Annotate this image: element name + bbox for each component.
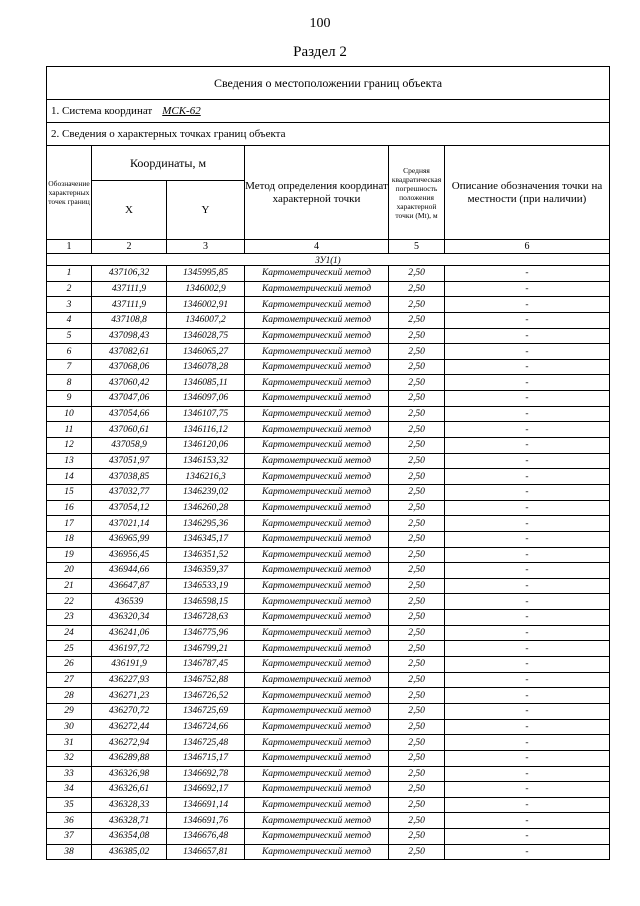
point-id-cell: 14	[47, 469, 92, 485]
table-row	[47, 782, 610, 798]
accuracy-cell: 2,50	[389, 375, 445, 391]
description-cell: -	[445, 297, 610, 313]
header-method: Метод определения координат характерной точки	[245, 146, 389, 240]
description-cell: -	[445, 625, 610, 641]
method-cell: Картометрический метод	[245, 703, 389, 719]
coord-y-cell: 1346295,36	[167, 516, 245, 532]
table-caption: Сведения о местоположении границ объекта	[47, 67, 610, 100]
table-row	[47, 594, 610, 610]
coord-x-cell: 437021,14	[92, 516, 167, 532]
coord-x-cell: 436227,93	[92, 672, 167, 688]
column-number: 5	[389, 240, 445, 254]
coord-x-cell: 436326,61	[92, 782, 167, 798]
method-cell: Картометрический метод	[245, 500, 389, 516]
accuracy-cell: 2,50	[389, 500, 445, 516]
accuracy-cell: 2,50	[389, 266, 445, 282]
description-cell: -	[445, 281, 610, 297]
method-cell: Картометрический метод	[245, 766, 389, 782]
coord-x-cell: 437082,61	[92, 344, 167, 360]
method-cell: Картометрический метод	[245, 453, 389, 469]
description-cell: -	[445, 688, 610, 704]
accuracy-cell: 2,50	[389, 719, 445, 735]
description-cell: -	[445, 735, 610, 751]
accuracy-cell: 2,50	[389, 516, 445, 532]
boundary-points-table	[46, 66, 610, 860]
description-cell: -	[445, 469, 610, 485]
accuracy-cell: 2,50	[389, 813, 445, 829]
table-row	[47, 578, 610, 594]
coord-x-cell: 437060,61	[92, 422, 167, 438]
table-row	[47, 453, 610, 469]
accuracy-cell: 2,50	[389, 453, 445, 469]
coord-x-cell: 436354,08	[92, 829, 167, 845]
method-cell: Картометрический метод	[245, 844, 389, 860]
table-row	[47, 688, 610, 704]
coord-x-cell: 437106,32	[92, 266, 167, 282]
table-row	[47, 703, 610, 719]
accuracy-cell: 2,50	[389, 672, 445, 688]
description-cell: -	[445, 438, 610, 454]
description-cell: -	[445, 844, 610, 860]
points-section-label: 2. Сведения о характерных точках границ объекта	[47, 123, 610, 146]
accuracy-cell: 2,50	[389, 469, 445, 485]
table-row	[47, 641, 610, 657]
coord-y-cell: 1346691,76	[167, 813, 245, 829]
accuracy-cell: 2,50	[389, 281, 445, 297]
coord-y-cell: 1346107,75	[167, 406, 245, 422]
description-cell: -	[445, 703, 610, 719]
coord-x-cell: 436271,23	[92, 688, 167, 704]
accuracy-cell: 2,50	[389, 829, 445, 845]
description-cell: -	[445, 750, 610, 766]
method-cell: Картометрический метод	[245, 266, 389, 282]
coord-x-cell: 437111,9	[92, 281, 167, 297]
point-id-cell: 36	[47, 813, 92, 829]
table-row	[47, 547, 610, 563]
table-row	[47, 500, 610, 516]
point-id-cell: 12	[47, 438, 92, 454]
accuracy-cell: 2,50	[389, 844, 445, 860]
coord-x-cell: 437054,66	[92, 406, 167, 422]
point-id-cell: 34	[47, 782, 92, 798]
coord-y-cell: 1346775,96	[167, 625, 245, 641]
table-row	[47, 750, 610, 766]
accuracy-cell: 2,50	[389, 688, 445, 704]
description-cell: -	[445, 782, 610, 798]
column-number: 1	[47, 240, 92, 254]
table-row	[47, 406, 610, 422]
table-row	[47, 469, 610, 485]
point-id-cell: 24	[47, 625, 92, 641]
point-id-cell: 11	[47, 422, 92, 438]
accuracy-cell: 2,50	[389, 297, 445, 313]
description-cell: -	[445, 672, 610, 688]
accuracy-cell: 2,50	[389, 406, 445, 422]
method-cell: Картометрический метод	[245, 641, 389, 657]
column-number: 3	[167, 240, 245, 254]
method-cell: Картометрический метод	[245, 750, 389, 766]
coord-y-cell: 1346097,06	[167, 391, 245, 407]
description-cell: -	[445, 344, 610, 360]
table-row	[47, 266, 610, 282]
points-body	[47, 266, 610, 860]
point-id-cell: 27	[47, 672, 92, 688]
description-cell: -	[445, 359, 610, 375]
coord-x-cell: 436241,06	[92, 625, 167, 641]
coord-x-cell: 436197,72	[92, 641, 167, 657]
coord-y-cell: 1346787,45	[167, 657, 245, 673]
coord-x-cell: 436965,99	[92, 531, 167, 547]
description-cell: -	[445, 391, 610, 407]
page-number: 100	[309, 16, 331, 31]
description-cell: -	[445, 484, 610, 500]
column-number: 6	[445, 240, 610, 254]
coord-y-cell: 1346002,91	[167, 297, 245, 313]
coord-y-cell: 1346239,02	[167, 484, 245, 500]
table-row	[47, 844, 610, 860]
accuracy-cell: 2,50	[389, 594, 445, 610]
coord-x-cell: 437111,9	[92, 297, 167, 313]
method-cell: Картометрический метод	[245, 422, 389, 438]
description-cell: -	[445, 594, 610, 610]
point-id-cell: 37	[47, 829, 92, 845]
coord-y-cell: 1346715,17	[167, 750, 245, 766]
coord-y-cell: 1346216,3	[167, 469, 245, 485]
coord-x-cell: 436326,98	[92, 766, 167, 782]
coord-x-cell: 437060,42	[92, 375, 167, 391]
method-cell: Картометрический метод	[245, 625, 389, 641]
parcel-label: ЗУ1(1)	[47, 254, 610, 266]
accuracy-cell: 2,50	[389, 438, 445, 454]
point-id-cell: 30	[47, 719, 92, 735]
accuracy-cell: 2,50	[389, 531, 445, 547]
method-cell: Картометрический метод	[245, 688, 389, 704]
coord-y-cell: 1346116,12	[167, 422, 245, 438]
coord-x-cell: 437038,85	[92, 469, 167, 485]
description-cell: -	[445, 813, 610, 829]
accuracy-cell: 2,50	[389, 578, 445, 594]
coord-y-cell: 1346351,52	[167, 547, 245, 563]
coord-y-cell: 1346598,15	[167, 594, 245, 610]
coord-y-cell: 1346002,9	[167, 281, 245, 297]
description-cell: -	[445, 500, 610, 516]
coord-y-cell: 1346728,63	[167, 610, 245, 626]
point-id-cell: 4	[47, 312, 92, 328]
coord-x-cell: 437051,97	[92, 453, 167, 469]
header-coordinates: Координаты, м	[92, 146, 245, 181]
column-number: 4	[245, 240, 389, 254]
accuracy-cell: 2,50	[389, 797, 445, 813]
point-id-cell: 1	[47, 266, 92, 282]
table-row	[47, 625, 610, 641]
method-cell: Картометрический метод	[245, 672, 389, 688]
coord-y-cell: 1345995,85	[167, 266, 245, 282]
coord-x-cell: 436270,72	[92, 703, 167, 719]
table-row	[47, 438, 610, 454]
column-numbers-row	[47, 240, 610, 254]
method-cell: Картометрический метод	[245, 406, 389, 422]
coord-x-cell: 436328,71	[92, 813, 167, 829]
coord-y-cell: 1346725,69	[167, 703, 245, 719]
point-id-cell: 31	[47, 735, 92, 751]
coord-x-cell: 436320,34	[92, 610, 167, 626]
point-id-cell: 10	[47, 406, 92, 422]
description-cell: -	[445, 406, 610, 422]
accuracy-cell: 2,50	[389, 547, 445, 563]
method-cell: Картометрический метод	[245, 813, 389, 829]
coordinate-system-value: МСК-62	[162, 105, 201, 117]
coord-y-cell: 1346799,21	[167, 641, 245, 657]
method-cell: Картометрический метод	[245, 438, 389, 454]
description-cell: -	[445, 328, 610, 344]
method-cell: Картометрический метод	[245, 547, 389, 563]
point-id-cell: 35	[47, 797, 92, 813]
coord-x-cell: 437068,06	[92, 359, 167, 375]
accuracy-cell: 2,50	[389, 703, 445, 719]
method-cell: Картометрический метод	[245, 735, 389, 751]
header-y: Y	[167, 181, 245, 240]
point-id-cell: 19	[47, 547, 92, 563]
accuracy-cell: 2,50	[389, 750, 445, 766]
method-cell: Картометрический метод	[245, 610, 389, 626]
coord-y-cell: 1346657,81	[167, 844, 245, 860]
point-id-cell: 8	[47, 375, 92, 391]
coord-y-cell: 1346085,11	[167, 375, 245, 391]
accuracy-cell: 2,50	[389, 766, 445, 782]
coord-y-cell: 1346007,2	[167, 312, 245, 328]
table-row	[47, 344, 610, 360]
point-id-cell: 3	[47, 297, 92, 313]
description-cell: -	[445, 610, 610, 626]
method-cell: Картометрический метод	[245, 328, 389, 344]
table-row	[47, 829, 610, 845]
point-id-cell: 29	[47, 703, 92, 719]
coord-x-cell: 436289,88	[92, 750, 167, 766]
table-row	[47, 297, 610, 313]
point-id-cell: 28	[47, 688, 92, 704]
table-row	[47, 359, 610, 375]
method-cell: Картометрический метод	[245, 719, 389, 735]
coord-y-cell: 1346359,37	[167, 563, 245, 579]
method-cell: Картометрический метод	[245, 375, 389, 391]
description-cell: -	[445, 547, 610, 563]
coord-y-cell: 1346692,17	[167, 782, 245, 798]
point-id-cell: 33	[47, 766, 92, 782]
coord-x-cell: 436956,45	[92, 547, 167, 563]
coord-x-cell: 437054,12	[92, 500, 167, 516]
coord-y-cell: 1346692,78	[167, 766, 245, 782]
accuracy-cell: 2,50	[389, 641, 445, 657]
point-id-cell: 20	[47, 563, 92, 579]
description-cell: -	[445, 797, 610, 813]
point-id-cell: 9	[47, 391, 92, 407]
accuracy-cell: 2,50	[389, 625, 445, 641]
point-id-cell: 17	[47, 516, 92, 532]
method-cell: Картометрический метод	[245, 594, 389, 610]
description-cell: -	[445, 312, 610, 328]
description-cell: -	[445, 829, 610, 845]
accuracy-cell: 2,50	[389, 610, 445, 626]
coord-y-cell: 1346345,17	[167, 531, 245, 547]
point-id-cell: 2	[47, 281, 92, 297]
header-x: X	[92, 181, 167, 240]
coord-x-cell: 436328,33	[92, 797, 167, 813]
coord-x-cell: 436385,02	[92, 844, 167, 860]
description-cell: -	[445, 563, 610, 579]
table-row	[47, 531, 610, 547]
description-cell: -	[445, 531, 610, 547]
accuracy-cell: 2,50	[389, 484, 445, 500]
header-description: Описание обозначения точки на местности (при наличии)	[445, 146, 610, 240]
method-cell: Картометрический метод	[245, 563, 389, 579]
method-cell: Картометрический метод	[245, 829, 389, 845]
accuracy-cell: 2,50	[389, 422, 445, 438]
point-id-cell: 32	[47, 750, 92, 766]
accuracy-cell: 2,50	[389, 391, 445, 407]
method-cell: Картометрический метод	[245, 797, 389, 813]
table-row	[47, 766, 610, 782]
point-id-cell: 21	[47, 578, 92, 594]
accuracy-cell: 2,50	[389, 359, 445, 375]
coord-x-cell: 436191,9	[92, 657, 167, 673]
coord-x-cell: 437108,8	[92, 312, 167, 328]
coord-y-cell: 1346120,06	[167, 438, 245, 454]
description-cell: -	[445, 766, 610, 782]
table-row	[47, 328, 610, 344]
method-cell: Картометрический метод	[245, 578, 389, 594]
column-number: 2	[92, 240, 167, 254]
coord-x-cell: 437058,9	[92, 438, 167, 454]
point-id-cell: 22	[47, 594, 92, 610]
table-row	[47, 516, 610, 532]
method-cell: Картометрический метод	[245, 782, 389, 798]
method-cell: Картометрический метод	[245, 359, 389, 375]
coord-y-cell: 1346724,66	[167, 719, 245, 735]
point-id-cell: 23	[47, 610, 92, 626]
description-cell: -	[445, 657, 610, 673]
table-row	[47, 281, 610, 297]
table-row	[47, 719, 610, 735]
coord-y-cell: 1346726,52	[167, 688, 245, 704]
point-id-cell: 18	[47, 531, 92, 547]
method-cell: Картометрический метод	[245, 657, 389, 673]
coord-x-cell: 436272,44	[92, 719, 167, 735]
coord-y-cell: 1346065,27	[167, 344, 245, 360]
description-cell: -	[445, 266, 610, 282]
point-id-cell: 7	[47, 359, 92, 375]
table-row	[47, 735, 610, 751]
method-cell: Картометрический метод	[245, 531, 389, 547]
description-cell: -	[445, 578, 610, 594]
coord-y-cell: 1346078,28	[167, 359, 245, 375]
coord-y-cell: 1346533,19	[167, 578, 245, 594]
table-row	[47, 422, 610, 438]
point-id-cell: 26	[47, 657, 92, 673]
point-id-cell: 5	[47, 328, 92, 344]
accuracy-cell: 2,50	[389, 782, 445, 798]
coord-y-cell: 1346028,75	[167, 328, 245, 344]
table-row	[47, 391, 610, 407]
description-cell: -	[445, 375, 610, 391]
accuracy-cell: 2,50	[389, 328, 445, 344]
point-id-cell: 25	[47, 641, 92, 657]
accuracy-cell: 2,50	[389, 657, 445, 673]
coord-x-cell: 436272,94	[92, 735, 167, 751]
header-accuracy: Средняя квадратическая погрешность положения характерной точки (Mt), м	[389, 146, 445, 240]
point-id-cell: 15	[47, 484, 92, 500]
method-cell: Картометрический метод	[245, 484, 389, 500]
table-row	[47, 797, 610, 813]
coord-x-cell: 436647,87	[92, 578, 167, 594]
description-cell: -	[445, 516, 610, 532]
point-id-cell: 38	[47, 844, 92, 860]
coord-x-cell: 436539	[92, 594, 167, 610]
description-cell: -	[445, 719, 610, 735]
accuracy-cell: 2,50	[389, 312, 445, 328]
table-row	[47, 375, 610, 391]
coord-x-cell: 436944,66	[92, 563, 167, 579]
description-cell: -	[445, 422, 610, 438]
accuracy-cell: 2,50	[389, 344, 445, 360]
method-cell: Картометрический метод	[245, 516, 389, 532]
description-cell: -	[445, 641, 610, 657]
coord-y-cell: 1346676,48	[167, 829, 245, 845]
header-designation: Обозначение характерных точек границ	[47, 146, 92, 240]
coord-y-cell: 1346260,28	[167, 500, 245, 516]
coordinate-system-label: 1. Система координат	[51, 105, 153, 117]
coord-y-cell: 1346725,48	[167, 735, 245, 751]
table-row	[47, 813, 610, 829]
accuracy-cell: 2,50	[389, 563, 445, 579]
method-cell: Картометрический метод	[245, 281, 389, 297]
point-id-cell: 13	[47, 453, 92, 469]
accuracy-cell: 2,50	[389, 735, 445, 751]
point-id-cell: 6	[47, 344, 92, 360]
coord-x-cell: 437032,77	[92, 484, 167, 500]
section-title: Раздел 2	[293, 44, 347, 60]
coord-y-cell: 1346691,14	[167, 797, 245, 813]
coord-y-cell: 1346153,32	[167, 453, 245, 469]
method-cell: Картометрический метод	[245, 312, 389, 328]
table-row	[47, 672, 610, 688]
table-row	[47, 610, 610, 626]
point-id-cell: 16	[47, 500, 92, 516]
table-row	[47, 657, 610, 673]
method-cell: Картометрический метод	[245, 297, 389, 313]
coordinate-system-row	[47, 100, 610, 123]
coord-x-cell: 437047,06	[92, 391, 167, 407]
coord-y-cell: 1346752,88	[167, 672, 245, 688]
method-cell: Картометрический метод	[245, 344, 389, 360]
method-cell: Картометрический метод	[245, 391, 389, 407]
table-row	[47, 484, 610, 500]
description-cell: -	[445, 453, 610, 469]
table-row	[47, 563, 610, 579]
coord-x-cell: 437098,43	[92, 328, 167, 344]
table-row	[47, 312, 610, 328]
method-cell: Картометрический метод	[245, 469, 389, 485]
